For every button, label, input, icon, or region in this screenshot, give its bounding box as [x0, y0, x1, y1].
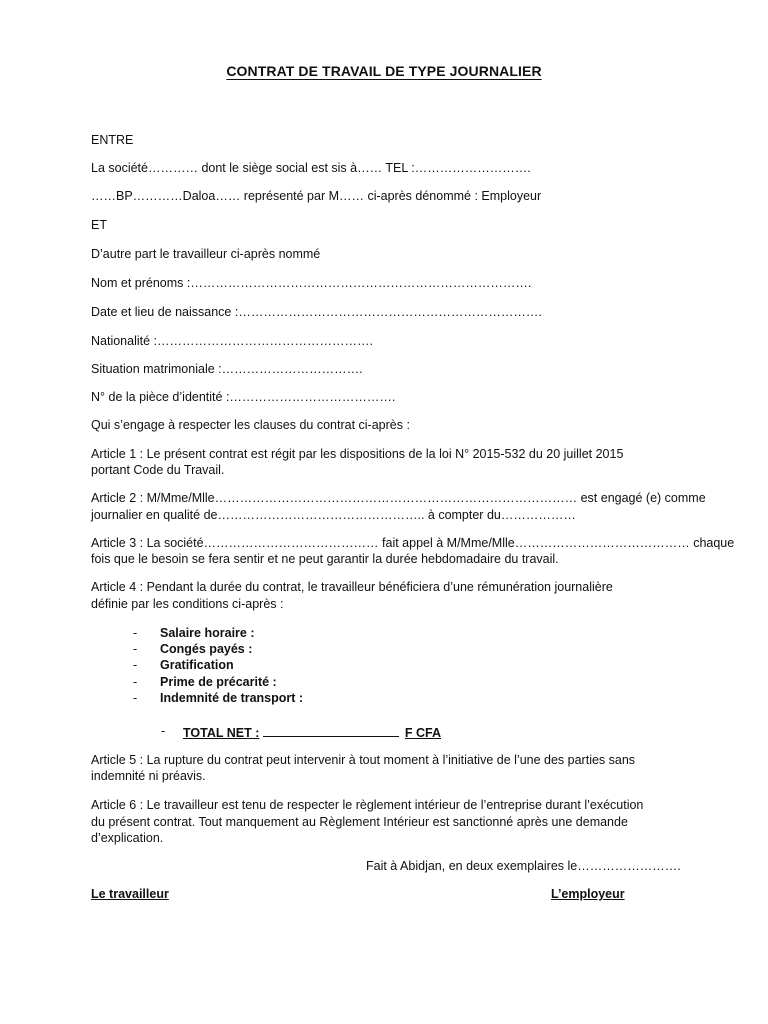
- autre-part-line: D’autre part le travailleur ci-après nommé: [91, 247, 321, 261]
- bullet-gratification: Gratification: [160, 658, 234, 672]
- date-lieu-field: Date et lieu de naissance :……………………………………………………………….: [91, 305, 542, 319]
- bp-line: ……BP…………Daloa…… représenté par M…… ci-après dénommé : Employeur: [91, 189, 542, 203]
- article-6-text: : Le travailleur est tenu de respecter le règlement intérieur de l’entreprise durant l’exécution: [136, 798, 644, 812]
- total-net-unit: F CFA: [404, 726, 441, 740]
- total-net-label: TOTAL NET :: [183, 726, 260, 740]
- article-1-text: : Le présent contrat est régit par les dispositions de la loi N° 2015-532 du 20 juillet 2015: [136, 447, 624, 461]
- article-6-label: Article 6: [91, 798, 137, 812]
- article-3-line-2: fois que le besoin se fera sentir et ne peut garantir la durée hebdomadaire du travail.: [91, 552, 559, 566]
- article-2-line-2: journalier en qualité de………………………………………….. à compter du………………: [91, 508, 576, 522]
- signature-travailleur: Le travailleur: [91, 887, 169, 901]
- article-3-text: : La société…………………………………… fait appel à M/Mme/Mlle…………………………………… chaque: [136, 536, 735, 550]
- total-dash: -: [161, 724, 166, 738]
- bullet-dash: -: [133, 675, 138, 689]
- societe-line: La société………… dont le siège social est sis à…… TEL :……………………….: [91, 161, 531, 175]
- signature-employeur: L’employeur: [551, 887, 625, 901]
- total-net-line: [183, 724, 441, 741]
- bullet-salaire-horaire: Salaire horaire :: [160, 626, 255, 640]
- document-title: CONTRAT DE TRAVAIL DE TYPE JOURNALIER: [226, 63, 542, 79]
- bullet-conges-payes: Congés payés :: [160, 642, 253, 656]
- article-5-line-1: [91, 753, 635, 768]
- nom-field: Nom et prénoms :……………………………………………………………………….: [91, 276, 532, 290]
- bullet-indemnite-transport: Indemnité de transport :: [160, 691, 304, 705]
- article-1-line-2: portant Code du Travail.: [91, 463, 225, 477]
- article-1-label: Article 1: [91, 447, 137, 461]
- bullet-dash: -: [133, 642, 138, 656]
- article-6-line-1: [91, 798, 643, 813]
- article-4-text: : Pendant la durée du contrat, le travailleur bénéficiera d’une rémunération journalière: [136, 580, 613, 594]
- et-label: ET: [91, 218, 107, 232]
- article-4-line-1: [91, 580, 613, 595]
- article-6-line-2: du présent contrat. Tout manquement au Règlement Intérieur est sanctionné après une demande: [91, 815, 628, 829]
- article-5-label: Article 5: [91, 753, 137, 767]
- bullet-prime-precarite: Prime de précarité :: [160, 675, 277, 689]
- article-1-line-1: [91, 447, 623, 462]
- article-4-label: Article 4: [91, 580, 137, 594]
- bullet-dash: -: [133, 691, 138, 705]
- article-4-line-2: définie par les conditions ci-après :: [91, 597, 284, 611]
- article-6-line-3: d’explication.: [91, 831, 164, 845]
- bullet-dash: -: [133, 626, 138, 640]
- fait-a-line: Fait à Abidjan, en deux exemplaires le…………………….: [366, 859, 681, 873]
- piece-identite-field: N° de la pièce d’identité :………………………………….: [91, 390, 396, 404]
- total-net-blank: [263, 724, 399, 737]
- situation-field: Situation matrimoniale :…………………………….: [91, 362, 363, 376]
- bullet-dash: -: [133, 658, 138, 672]
- engage-line: Qui s’engage à respecter les clauses du contrat ci-après :: [91, 418, 410, 432]
- article-5-text: : La rupture du contrat peut intervenir à tout moment à l’initiative de l’une des parties sans: [136, 753, 636, 767]
- article-2-text: : M/Mme/Mlle…………………………………………………………………………… est engagé (e) comme: [136, 491, 706, 505]
- article-2-line-1: [91, 491, 706, 506]
- article-5-line-2: indemnité ni préavis.: [91, 769, 206, 783]
- article-2-label: Article 2: [91, 491, 137, 505]
- nationalite-field: Nationalité :…………………………………………….: [91, 334, 373, 348]
- entre-label: ENTRE: [91, 133, 134, 147]
- article-3-label: Article 3: [91, 536, 137, 550]
- article-3-line-1: [91, 536, 734, 551]
